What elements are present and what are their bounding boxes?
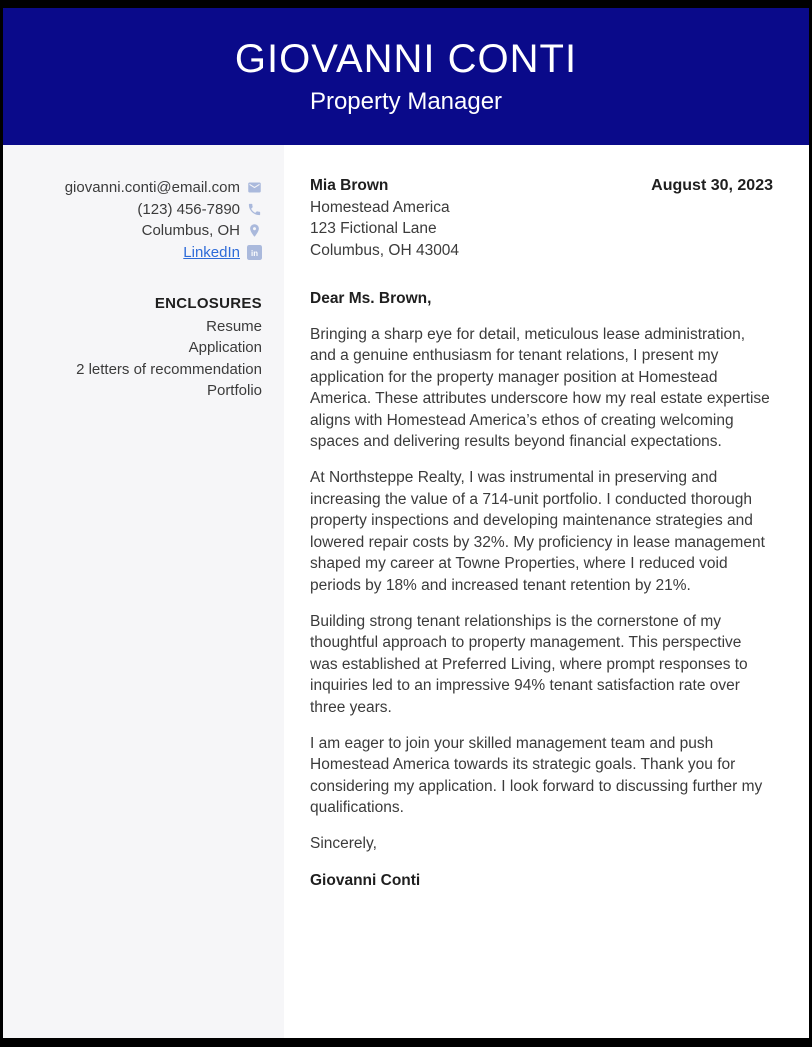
letter-head [310,175,773,261]
phone-icon [247,202,262,217]
letter-paragraph: Bringing a sharp eye for detail, meticulous lease administration, and a genuine enthusiasm for tenant relations, I present my application for the property manager position at Homestead America. These attributes underscore how my real estate expertise aligns with Homestead America’s ethos of creating welcoming spaces and delivering results beyond financial expectations. [310,325,770,451]
svg-text:in: in [251,248,258,258]
linkedin-icon [247,245,262,260]
contact-phone: (123) 456-7890 [137,200,240,218]
enclosure-item: Portfolio [206,382,262,399]
location-pin-icon [247,223,262,238]
envelope-icon [247,180,262,195]
enclosure-item: 2 letters of recommendation [76,360,262,378]
salutation: Dear Ms. Brown, [310,290,432,307]
enclosures-heading: ENCLOSURES [154,295,262,312]
contact-block [13,177,262,263]
recipient-block [310,175,459,261]
recipient-city: Columbus, OH 43004 [310,241,460,259]
letter-body-wrap [3,145,809,1038]
signature: Giovanni Conti [310,871,421,889]
letter-paragraph: Building strong tenant relationships is the cornerstone of my thoughtful approach to property management. This perspective was established at Preferred Living, where prompt responses to inquiries led to an impressive 94% tenant satisfaction rate over three years. [310,612,748,716]
contact-email: giovanni.conti@email.com [64,179,240,196]
recipient-address: 123 Fictional Lane [310,220,437,237]
recipient-company: Homestead America [310,198,450,216]
contact-location: Columbus, OH [141,222,240,239]
contact-email-row [13,177,262,199]
recipient-name: Mia Brown [310,177,389,194]
closing: Sincerely, [310,834,377,852]
candidate-title: Property Manager [309,88,503,115]
letter-header [3,8,809,145]
sidebar [3,145,284,1038]
contact-location-row [13,220,262,242]
contact-linkedin-row [13,242,262,264]
letter-paragraph: At Northsteppe Realty, I was instrumental in preserving and increasing the value of a 714-unit portfolio. I conducted thorough property inspections and developing maintenance strategies and lowered repair costs by 32%. My proficiency in lease management shaped my career at Towne Properties, where I reduced void periods by 18% and increased tenant retention by 21%. [310,469,765,595]
linkedin-link[interactable]: LinkedIn [183,243,240,261]
contact-phone-row [13,199,262,221]
letter-paragraph: I am eager to join your skilled management team and push Homestead America towards its strategic goals. Thank you for considering my application. I look forward to discussing further my qualifications. [310,734,763,817]
candidate-name: GIOVANNI CONTI [234,37,578,81]
letter-date: August 30, 2023 [651,177,773,194]
enclosures-section [13,293,262,402]
enclosure-item: Resume [206,317,262,335]
letter-body [284,145,809,1038]
enclosure-item: Application [188,339,262,356]
